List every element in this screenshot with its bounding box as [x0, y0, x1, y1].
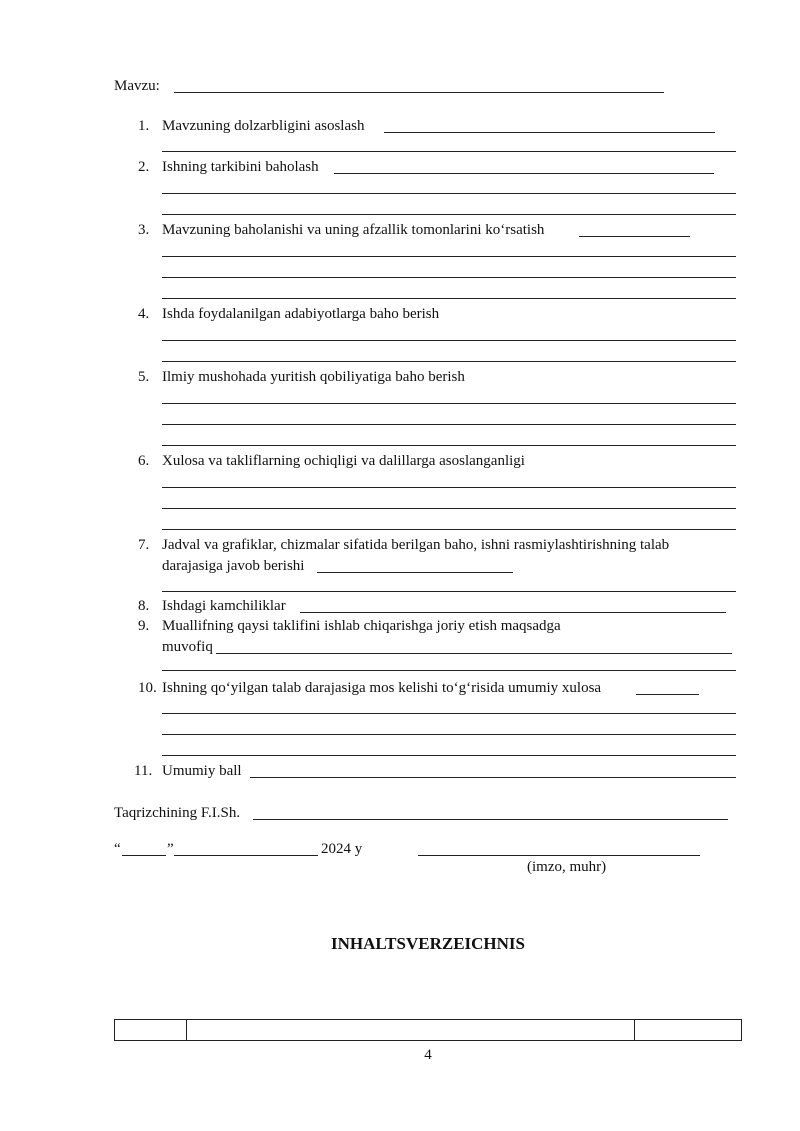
item-3-answer-line — [162, 277, 736, 278]
item-9-text: Muallifning qaysi taklifini ishlab chiqarishga joriy etish maqsadga — [162, 618, 561, 634]
toc-cell-divider — [186, 1020, 187, 1040]
item-6-answer-line — [162, 529, 736, 530]
date-quote-close: ” — [167, 841, 174, 857]
item-2-answer-line — [162, 193, 736, 194]
item-6-text: Xulosa va takliflarning ochiqligi va dalillarga asoslanganligi — [162, 453, 525, 469]
toc-cell-divider — [634, 1020, 635, 1040]
topic-blank-line — [174, 92, 664, 93]
item-7-answer-line — [162, 591, 736, 592]
item-2-number: 2. — [138, 159, 150, 175]
item-8-number: 8. — [138, 598, 150, 614]
item-11-number: 11. — [134, 763, 153, 779]
date-day-line — [122, 855, 166, 856]
topic-label: Mavzu: — [114, 78, 160, 94]
item-5-answer-line — [162, 445, 736, 446]
item-1-text: Mavzuning dolzarbligini asoslash — [162, 118, 365, 134]
item-2-inline-line — [334, 173, 714, 174]
item-9-number: 9. — [138, 618, 150, 634]
item-10-number: 10. — [138, 680, 157, 696]
item-9-inline-line — [216, 653, 732, 654]
item-4-answer-line — [162, 340, 736, 341]
item-5-answer-line — [162, 424, 736, 425]
item-10-inline-line — [636, 694, 699, 695]
date-month-line — [174, 855, 318, 856]
item-2-text: Ishning tarkibini baholash — [162, 159, 319, 175]
item-3-answer-line — [162, 256, 736, 257]
item-8-inline-line — [300, 612, 726, 613]
item-7-text: Jadval va grafiklar, chizmalar sifatida berilgan baho, ishni rasmiylashtirishning talab — [162, 537, 670, 553]
item-8-text: Ishdagi kamchiliklar — [162, 598, 286, 614]
item-9-answer-line — [162, 670, 736, 671]
item-3-number: 3. — [138, 222, 150, 238]
item-10-text: Ishning qo‘yilgan talab darajasiga mos kelishi to‘g‘risida umumiy xulosa — [162, 680, 602, 696]
reviewer-blank-line — [253, 819, 728, 820]
item-10-answer-line — [162, 734, 736, 735]
item-11-text: Umumiy ball — [162, 763, 242, 779]
item-2-answer-line — [162, 214, 736, 215]
item-7-text-continued: darajasiga javob berishi — [162, 558, 305, 574]
item-4-answer-line — [162, 361, 736, 362]
item-10-answer-line — [162, 755, 736, 756]
item-5-answer-line — [162, 403, 736, 404]
item-6-answer-line — [162, 508, 736, 509]
item-3-inline-line — [579, 236, 690, 237]
item-9-text-continued: muvofiq — [162, 639, 213, 655]
item-6-number: 6. — [138, 453, 150, 469]
item-3-answer-line — [162, 298, 736, 299]
item-1-number: 1. — [138, 118, 150, 134]
page-number: 4 — [424, 1047, 432, 1063]
item-10-answer-line — [162, 713, 736, 714]
signature-line — [418, 855, 700, 856]
item-11-inline-line — [250, 777, 736, 778]
item-3-text: Mavzuning baholanishi va uning afzallik tomonlarini ko‘rsatish — [162, 222, 545, 238]
item-6-answer-line — [162, 487, 736, 488]
item-1-answer-line — [162, 151, 736, 152]
item-4-number: 4. — [138, 306, 150, 322]
date-quote-open: “ — [114, 841, 121, 857]
item-5-text: Ilmiy mushohada yuritish qobiliyatiga baho berish — [162, 369, 465, 385]
reviewer-label: Taqrizchining F.I.Sh. — [114, 805, 241, 821]
item-7-inline-line — [317, 572, 513, 573]
toc-title: INHALTSVERZEICHNIS — [331, 934, 525, 953]
date-year: 2024 y — [321, 841, 363, 857]
item-5-number: 5. — [138, 369, 150, 385]
item-7-number: 7. — [138, 537, 150, 553]
item-1-inline-line — [384, 132, 715, 133]
item-4-text: Ishda foydalanilgan adabiyotlarga baho berish — [162, 306, 440, 322]
signature-label: (imzo, muhr) — [527, 859, 607, 875]
toc-table-row — [114, 1019, 742, 1041]
